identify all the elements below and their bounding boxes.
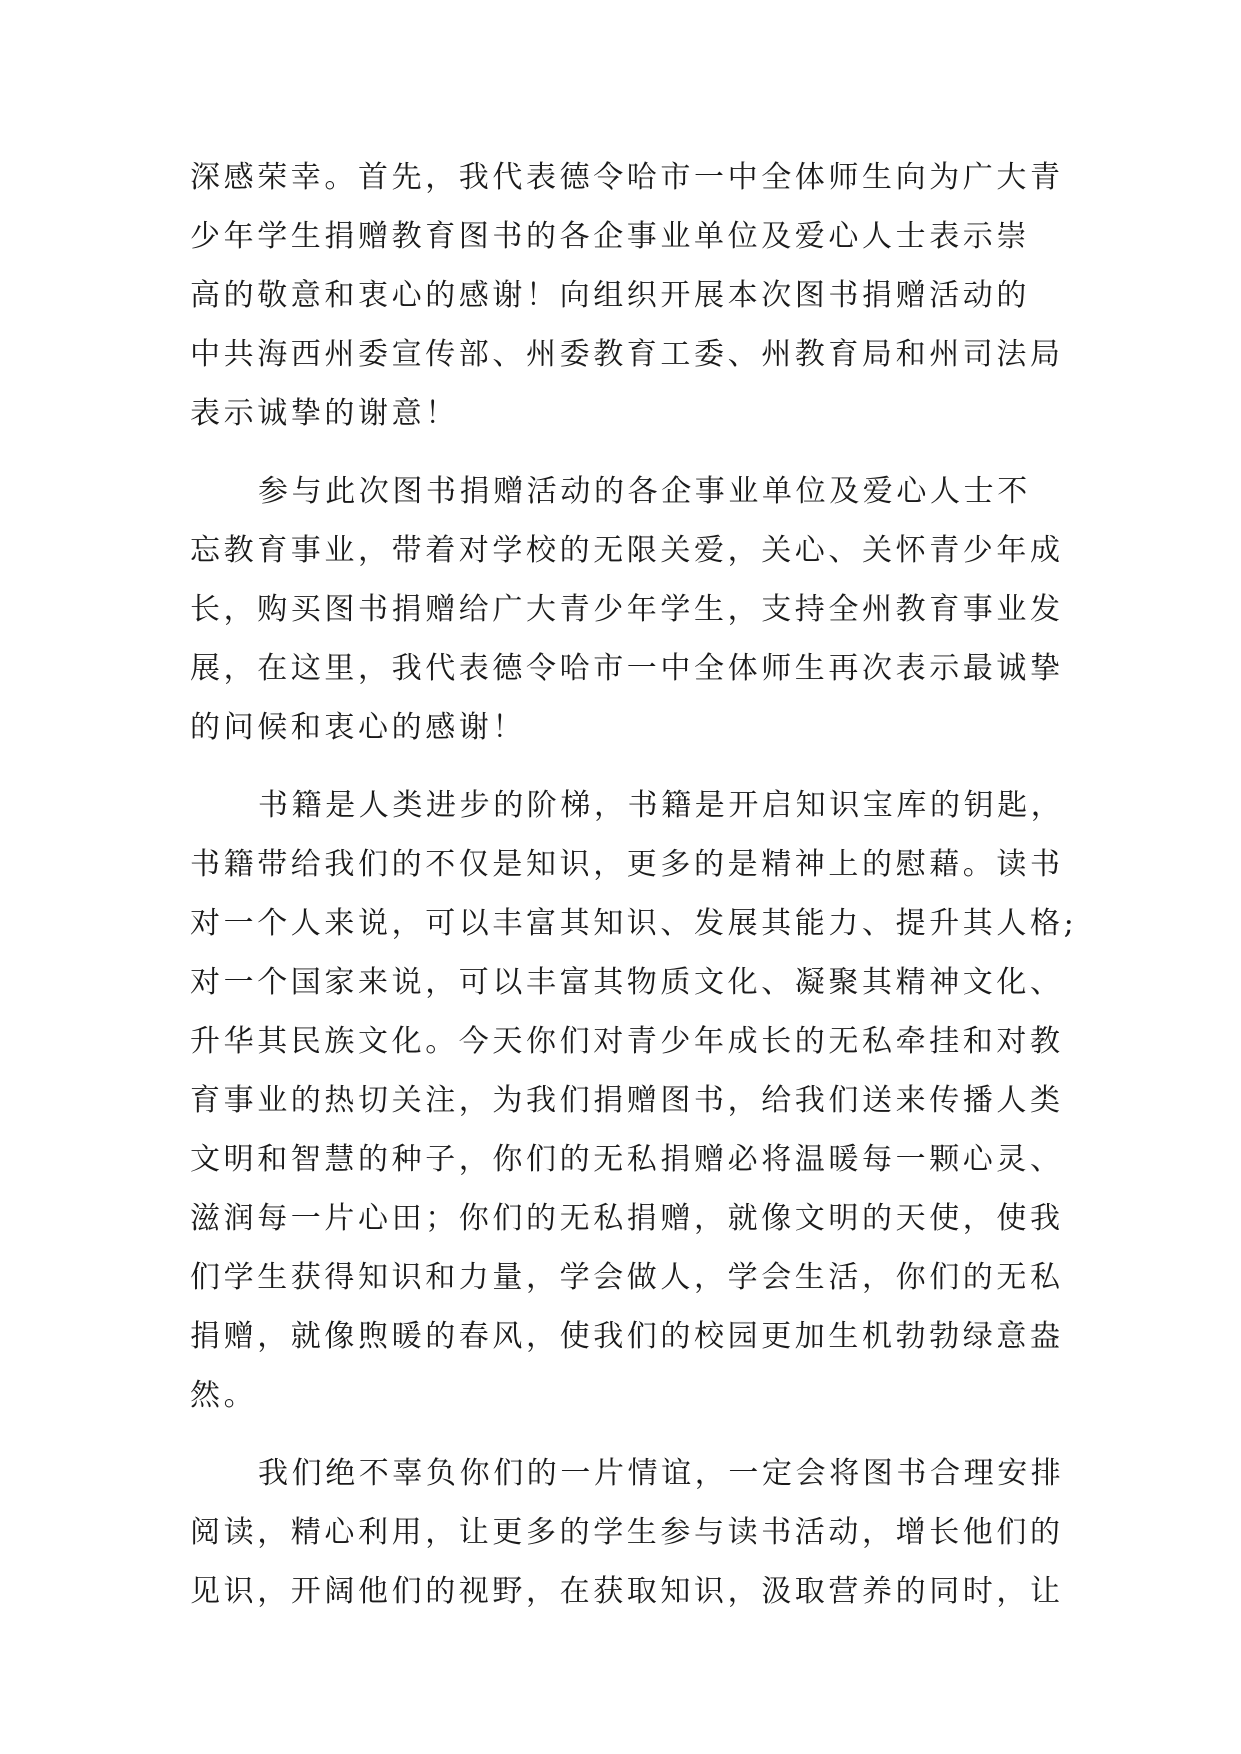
text-line: 长，购买图书捐赠给广大青少年学生，支持全州教育事业发 [190,592,1064,627]
text-line: 升华其民族文化。今天你们对青少年成长的无私牵挂和对教 [190,1024,1064,1059]
paragraph-1 [190,148,1064,443]
text-line: 见识，开阔他们的视野，在获取知识，汲取营养的同时，让 [190,1574,1064,1609]
text-line: 阅读，精心利用，让更多的学生参与读书活动，增长他们的 [190,1515,1064,1550]
paragraph-3 [190,776,1078,1425]
paragraph-2 [190,462,1064,757]
paragraph-gap [190,443,1052,462]
text-line: 然。 [190,1378,258,1413]
paragraph-4 [190,1444,1065,1621]
text-line: 育事业的热切关注，为我们捐赠图书，给我们送来传播人类 [190,1083,1064,1118]
text-line: 表示诚挚的谢意！ [190,396,459,431]
text-line: 参与此次图书捐赠活动的各企事业单位及爱心人士不 [258,474,1031,509]
text-line: 书籍是人类进步的阶梯，书籍是开启知识宝库的钥匙， [258,788,1065,823]
text-line: 深感荣幸。首先，我代表德令哈市一中全体师生向为广大青 [190,160,1064,195]
text-line: 滋润每一片心田；你们的无私捐赠，就像文明的天使，使我 [190,1201,1064,1236]
text-line: 展，在这里，我代表德令哈市一中全体师生再次表示最诚挚 [190,651,1064,686]
text-line: 忘教育事业，带着对学校的无限关爱，关心、关怀青少年成 [190,533,1064,568]
text-line: 们学生获得知识和力量，学会做人，学会生活，你们的无私 [190,1260,1064,1295]
text-line: 高的敬意和衷心的感谢！向组织开展本次图书捐赠活动的 [190,278,1030,313]
text-line: 的问候和衷心的感谢！ [190,710,526,745]
text-line: 捐赠，就像煦暖的春风，使我们的校园更加生机勃勃绿意盎 [190,1319,1064,1354]
text-line: 文明和智慧的种子，你们的无私捐赠必将温暖每一颗心灵、 [190,1142,1064,1177]
text-line: 书籍带给我们的不仅是知识，更多的是精神上的慰藉。读书 [190,847,1064,882]
document-body [190,148,1078,1621]
paragraph-gap [190,1425,1052,1444]
text-line: 对一个人来说，可以丰富其知识、发展其能力、提升其人格; [190,906,1078,941]
text-line: 对一个国家来说，可以丰富其物质文化、凝聚其精神文化、 [190,965,1064,1000]
text-line: 我们绝不辜负你们的一片情谊，一定会将图书合理安排 [258,1456,1065,1491]
text-line: 少年学生捐赠教育图书的各企事业单位及爱心人士表示崇 [190,219,1030,254]
paragraph-gap [190,757,1052,776]
text-line: 中共海西州委宣传部、州委教育工委、州教育局和州司法局 [190,337,1064,372]
